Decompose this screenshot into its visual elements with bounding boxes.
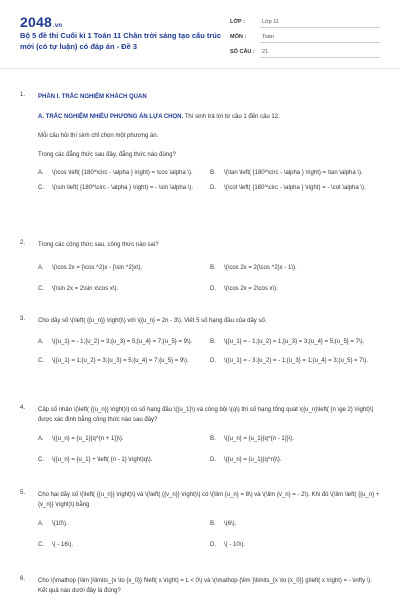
option-text: \(\cos 2x = {\cos ^2}x - {\sin ^2}x\). [52,265,143,271]
option-text: \( - 10\). [224,542,246,548]
option-text: \({u_n} = {u_1} + \left( {n - 1} \right)q\). [52,457,153,463]
question-number: 6. [20,576,26,582]
question-text: Cho dãy số \(\left( {{u_n}} \right)\) với \({u_n} = 2n - 3\). Viết 5 số hạng đầu của dãy số. [38,318,267,324]
option-text: \(\cos \left( {180^\circ - \alpha } \right) = \cos \alpha \). [52,170,193,176]
options-grid [38,435,382,471]
logo-suffix: .vn [52,23,63,29]
document-title: Bộ 5 đề thi Cuối kì 1 Toán 11 Chân trời sáng tạo cấu trúc mới (có tự luận) có đáp án - Đề 3 [20,31,222,51]
section-title: PHẦN I. TRẮC NGHIỆM KHÁCH QUAN [38,94,147,100]
option-c[interactable] [38,456,210,465]
question-number: 2. [20,240,26,246]
option-letter: A. [38,265,44,271]
option-text: \({u_1} = - 1;{u_2} = 3;{u_3} = 5;{u_4} = 7;{u_5} = 9\). [52,339,193,345]
option-letter: A. [38,436,44,442]
logo-text: 2048 [20,14,52,30]
meta-label: MÔN : [230,33,247,40]
question-text: Cho hai dãy số \(\left( {{u_n}} \right)\) và \(\left( {{v_n}} \right)\) có \(\lim {u_n} = 8\) và \(\lim {v_n} = - 2\). Khi đó \(\lim \left( {{u_n} + {v_n}} \right)\) bằng [38,492,380,508]
option-letter: B. [210,170,216,176]
options-grid [38,264,382,300]
option-a[interactable] [38,169,210,178]
option-letter: D. [210,542,216,548]
option-c[interactable] [38,357,210,366]
option-letter: A. [38,170,44,176]
option-b[interactable] [210,169,382,178]
question-2 [20,240,382,300]
site-logo[interactable] [20,14,62,30]
option-letter: C. [38,457,44,463]
meta-row-count [230,44,380,59]
option-letter: B. [210,436,216,442]
option-letter: D. [210,457,216,463]
question-number: 3. [20,316,26,322]
question-number: 5. [20,490,26,496]
option-a[interactable] [38,338,210,347]
option-text: \(6\). [224,521,237,527]
option-letter: D. [210,185,216,191]
option-b[interactable] [210,520,382,529]
option-letter: C. [38,542,44,548]
option-text: \(\cot \left( {180^\circ - \alpha } \right) = - \cot \alpha \). [224,185,366,191]
option-letter: B. [210,265,216,271]
section-subtitle [38,112,382,122]
question-text: Cho \(\mathop {\lim }\limits_{x \to {x_0}} f\left( x \right) = L < 0\) và \(\mathop {\lim }\limits_{x \to {x_0}} g\left( x \right) = - \infty \). Kết quả nào dưới đây là đúng? [38,578,373,594]
options-grid [38,338,382,372]
option-text: \({u_n} = {u_1}{q^{n - 1}}\). [224,436,295,442]
meta-row-class [230,14,380,29]
meta-table [230,14,380,59]
subtitle-strong: A. TRẮC NGHIỆM NHIỀU PHƯƠNG ÁN LỰA CHỌN. [38,114,184,120]
option-d[interactable] [210,357,382,366]
option-a[interactable] [38,520,210,529]
question-1 [20,92,382,199]
meta-value: 21 [260,46,380,58]
option-c[interactable] [38,184,210,193]
meta-label: SỐ CÂU : [230,48,255,55]
option-text: \({u_n} = {u_1}{q^n}\). [224,457,282,463]
option-d[interactable] [210,184,382,193]
subtitle-text: Thí sinh trả lời từ câu 1 đến câu 12. [183,114,280,120]
option-text: \(\tan \left( {180^\circ - \alpha } \right) = \tan \alpha \). [224,170,363,176]
question-number: 1. [20,92,26,98]
option-text: \(\cos 2x = 2{\cos ^2}x - 1\). [224,265,297,271]
question-3 [20,316,382,372]
meta-row-subject [230,29,380,44]
option-d[interactable] [210,541,382,550]
option-text: \({u_1} = - 1;{u_2} = 1;{u_3} = 3;{u_4} = 5;{u_5} = 7\). [224,339,365,345]
option-letter: C. [38,185,44,191]
question-6 [20,576,382,596]
option-b[interactable] [210,435,382,444]
options-grid [38,169,382,199]
option-c[interactable] [38,541,210,550]
option-c[interactable] [38,285,210,294]
option-letter: D. [210,358,216,364]
option-letter: D. [210,286,216,292]
option-text: \( - 16\). [52,542,74,548]
option-b[interactable] [210,338,382,347]
option-b[interactable] [210,264,382,273]
option-text: \(\sin 2x = 2\sin x\cos x\). [52,286,119,292]
question-5 [20,490,382,556]
option-text: \(\sin \left( {180^\circ - \alpha } \right) = - \sin \alpha \). [52,185,194,191]
option-text: \({u_1} = 1;{u_2} = 3;{u_3} = 5;{u_4} = 7;{u_5} = 9\). [52,358,189,364]
question-text: Cấp số nhân \(\left( {{u_n}} \right)\) có số hạng đầu \({u_1}\) và công bội \(q\) thì số hạng tổng quát \({u_n}\left( {n \ge 2} \right)\) được xác định bằng công thức nào sau đây? [38,407,374,423]
options-grid [38,520,382,556]
meta-label: LỚP : [230,18,245,25]
section-note: Mỗi câu hỏi thí sinh chỉ chọn một phương án. [38,133,159,139]
option-text: \({u_n} = {u_1}{q^{n + 1}}\). [52,436,124,442]
option-letter: C. [38,358,44,364]
option-letter: B. [210,339,216,345]
question-4 [20,405,382,471]
option-text: \(10\). [52,521,68,527]
question-text: Trong các đẳng thức sau đây, đẳng thức nào đúng? [38,152,176,158]
question-text: Trong các công thức sau, công thức nào sai? [38,242,159,248]
meta-value: Toán [260,31,380,43]
option-letter: C. [38,286,44,292]
meta-value: Lớp 11 [260,16,380,28]
option-text: \({u_1} = - 3;{u_2} = - 1;{u_3} = 1;{u_4} = 3;{u_5} = 7\). [224,358,368,364]
option-letter: A. [38,339,44,345]
option-a[interactable] [38,264,210,273]
option-letter: A. [38,521,44,527]
question-number: 4. [20,405,26,411]
header-divider [0,68,400,69]
option-d[interactable] [210,285,382,294]
document-header [0,0,400,68]
option-d[interactable] [210,456,382,465]
option-letter: B. [210,521,216,527]
option-text: \(\cos 2x = 2\cos x\). [224,286,278,292]
option-a[interactable] [38,435,210,444]
